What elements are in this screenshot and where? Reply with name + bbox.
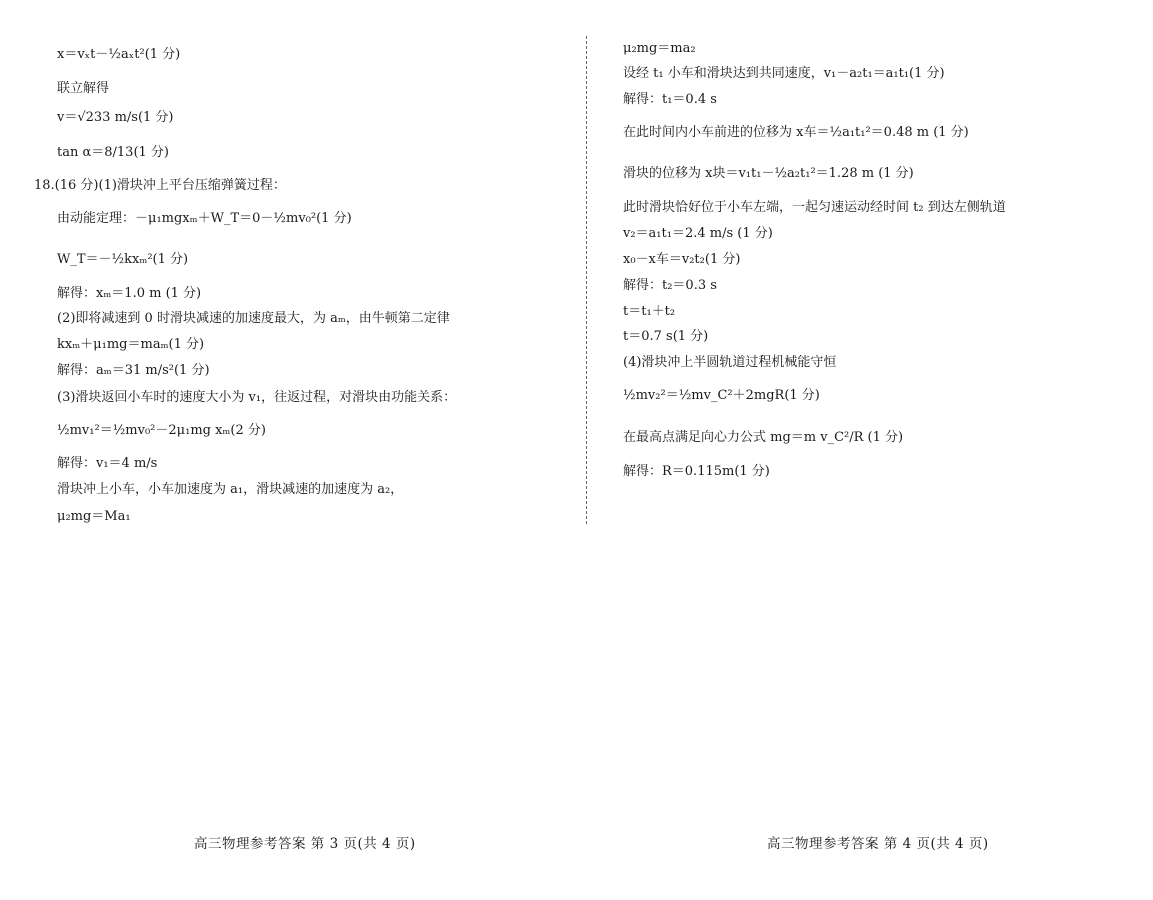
answer-line: 滑块的位移为 x块＝v₁t₁－½a₂t₁²＝1.28 m (1 分): [623, 166, 914, 181]
page-footer-4: 高三物理参考答案 第 4 页(共 4 页): [767, 836, 989, 852]
answer-line: 解得：aₘ＝31 m/s²(1 分): [57, 363, 210, 378]
answer-line: (4)滑块冲上半圆轨道过程机械能守恒: [623, 355, 837, 370]
page-divider: [586, 36, 587, 524]
answer-line: 在最高点满足向心力公式 mg＝m v_C²/R (1 分): [623, 430, 904, 445]
answer-line: kxₘ＋μ₁mg＝maₘ(1 分): [57, 337, 205, 352]
answer-line: 联立解得: [57, 81, 110, 96]
answer-line: v＝√233 m/s(1 分): [57, 110, 174, 125]
answer-line: 解得：R＝0.115m(1 分): [623, 464, 770, 479]
answer-line: 由动能定理：－μ₁mgxₘ＋W_T＝0－½mv₀²(1 分): [57, 211, 352, 226]
answer-line: t＝0.7 s(1 分): [623, 329, 709, 344]
answer-line: W_T＝－½kxₘ²(1 分): [57, 252, 189, 267]
answer-line: 解得：t₁＝0.4 s: [623, 92, 717, 107]
answer-line: x＝vₓt－½aₓt²(1 分): [57, 47, 181, 62]
answer-line: v₂＝a₁t₁＝2.4 m/s (1 分): [623, 226, 773, 241]
question-18-heading: 18.(16 分)(1)滑块冲上平台压缩弹簧过程：: [34, 178, 286, 193]
answer-line: μ₂mg＝ma₂: [623, 41, 696, 56]
answer-line: 解得：v₁＝4 m/s: [57, 456, 158, 471]
answer-line: x₀－x车＝v₂t₂(1 分): [623, 252, 741, 267]
answer-line: t＝t₁＋t₂: [623, 304, 676, 319]
answer-line: tan α＝8/13(1 分): [57, 145, 169, 160]
page-footer-3: 高三物理参考答案 第 3 页(共 4 页): [194, 836, 416, 852]
answer-line: 滑块冲上小车，小车加速度为 a₁，滑块减速的加速度为 a₂，: [57, 482, 404, 497]
answer-line: 设经 t₁ 小车和滑块达到共同速度，v₁－a₂t₁＝a₁t₁(1 分): [623, 66, 945, 81]
answer-line: 解得：xₘ＝1.0 m (1 分): [57, 286, 202, 301]
answer-line: μ₂mg＝Ma₁: [57, 509, 131, 524]
answer-line: (2)即将减速到 0 时滑块减速的加速度最大，为 aₘ，由牛顿第二定律: [57, 311, 450, 326]
answer-line: ½mv₂²＝½mv_C²＋2mgR(1 分): [623, 388, 820, 403]
answer-line: (3)滑块返回小车时的速度大小为 v₁，往返过程，对滑块由功能关系：: [57, 390, 457, 405]
answer-line: ½mv₁²＝½mv₀²－2μ₁mg xₘ(2 分): [57, 423, 266, 438]
answer-line: 此时滑块恰好位于小车左端，一起匀速运动经时间 t₂ 到达左侧轨道: [623, 200, 1006, 215]
answer-line: 在此时间内小车前进的位移为 x车＝½a₁t₁²＝0.48 m (1 分): [623, 125, 969, 140]
answer-line: 解得：t₂＝0.3 s: [623, 278, 717, 293]
